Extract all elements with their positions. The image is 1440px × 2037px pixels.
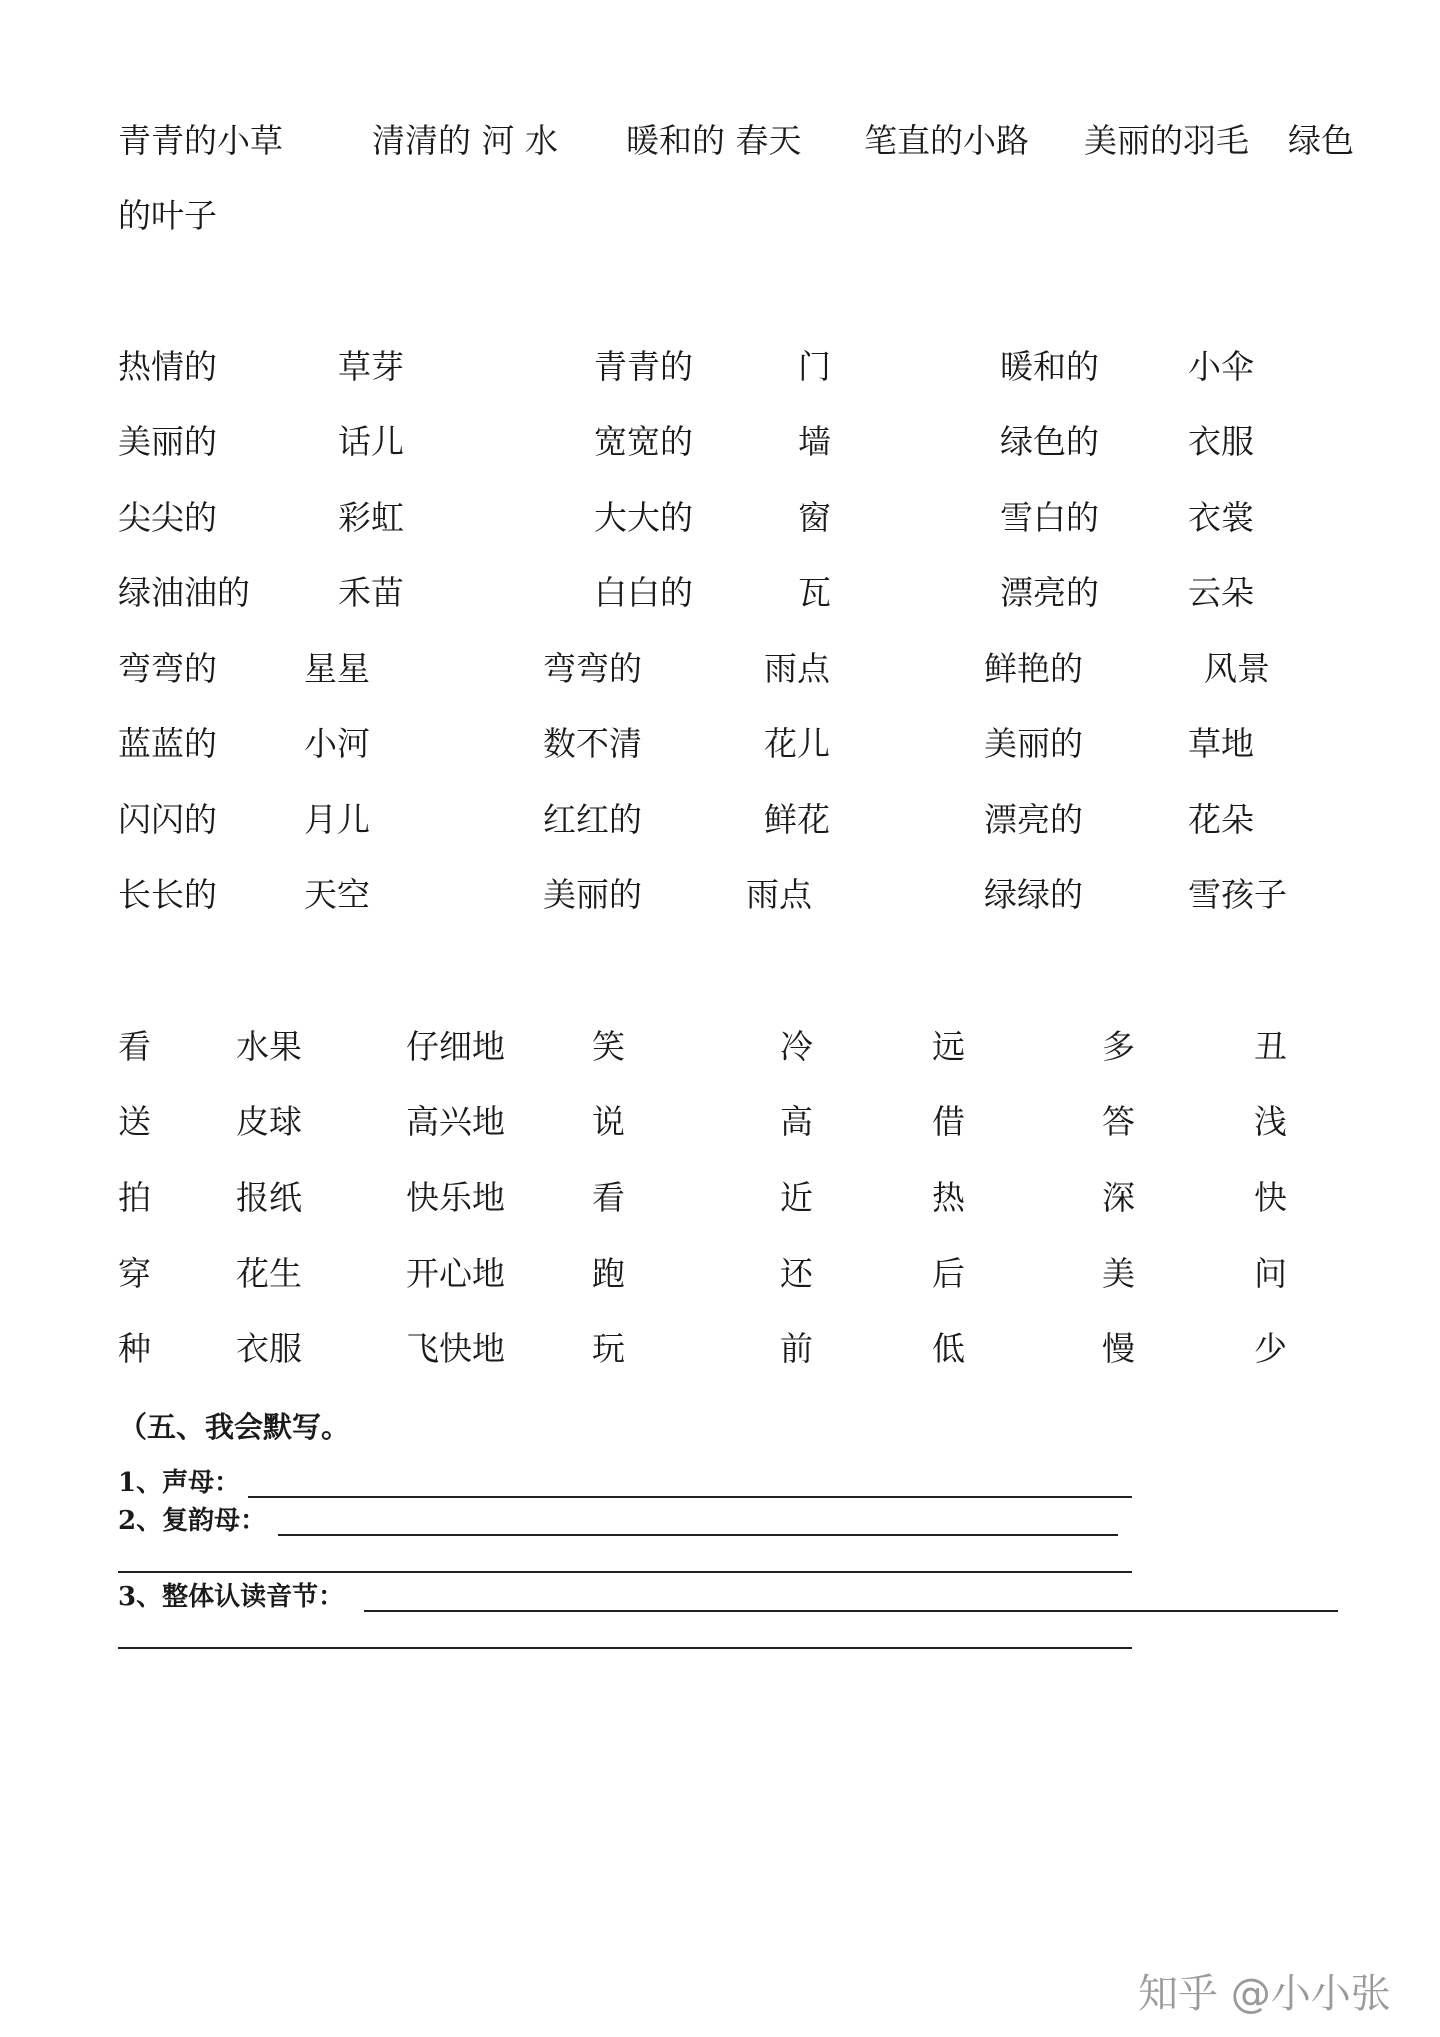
word: 鲜艳的: [984, 649, 1083, 688]
word: 种: [118, 1329, 151, 1368]
word: 花朵: [1188, 800, 1254, 839]
word: 青青的: [594, 347, 693, 386]
word: 跑: [592, 1254, 625, 1293]
word: 高兴地: [406, 1102, 505, 1141]
word: 拍: [118, 1178, 151, 1217]
word: 热: [932, 1178, 965, 1217]
word: 热情的: [118, 347, 217, 386]
word: 数不清: [543, 724, 642, 763]
word: 小河: [304, 724, 370, 763]
word: 皮球: [236, 1102, 302, 1141]
word: 草地: [1188, 724, 1254, 763]
word: 天空: [304, 875, 370, 914]
word: 美丽的: [984, 724, 1083, 763]
word: 快: [1254, 1178, 1287, 1217]
word: 答: [1102, 1102, 1135, 1141]
intro-phrase: 青青的小草: [118, 121, 283, 160]
word: 少: [1254, 1329, 1287, 1368]
item-label: 3、整体认读音节：: [118, 1582, 345, 1612]
word: 雪白的: [1000, 498, 1099, 537]
intro-phrase: 美丽的羽毛: [1084, 121, 1249, 160]
word: 彩虹: [338, 498, 404, 537]
word: 报纸: [236, 1178, 302, 1217]
word: 美: [1102, 1254, 1135, 1293]
word: 快乐地: [406, 1178, 505, 1217]
word: 问: [1254, 1254, 1287, 1293]
word: 长长的: [118, 875, 217, 914]
item-label: 1、声母：: [118, 1468, 241, 1498]
word: 前: [780, 1329, 813, 1368]
intro-phrase: 清清的 河 水: [372, 121, 558, 160]
word: 看: [592, 1178, 625, 1217]
word: 风景: [1204, 649, 1270, 688]
word: 门: [798, 347, 831, 386]
word: 美丽的: [118, 422, 217, 461]
word: 花生: [236, 1254, 302, 1293]
word: 送: [118, 1102, 151, 1141]
word: 水果: [236, 1027, 302, 1066]
intro-phrase: 的叶子: [118, 196, 217, 235]
word: 还: [780, 1254, 813, 1293]
word: 绿色的: [1000, 422, 1099, 461]
word: 云朵: [1188, 573, 1254, 612]
word: 雨点: [764, 649, 830, 688]
word: 高: [780, 1102, 813, 1141]
word: 星星: [304, 649, 370, 688]
word: 弯弯的: [543, 649, 642, 688]
word: 鲜花: [764, 800, 830, 839]
word: 墙: [798, 422, 831, 461]
word: 浅: [1254, 1102, 1287, 1141]
watermark: 知乎 @小小张: [1138, 1971, 1391, 2017]
word: 小伞: [1188, 347, 1254, 386]
word: 弯弯的: [118, 649, 217, 688]
word: 笑: [592, 1027, 625, 1066]
word: 玩: [592, 1329, 625, 1368]
word: 绿绿的: [984, 875, 1083, 914]
item-label: 2、复韵母：: [118, 1506, 267, 1536]
word: 后: [932, 1254, 965, 1293]
word: 说: [592, 1102, 625, 1141]
word: 穿: [118, 1254, 151, 1293]
word: 丑: [1254, 1027, 1287, 1066]
word: 月儿: [304, 800, 370, 839]
word: 飞快地: [406, 1329, 505, 1368]
word: 衣服: [1188, 422, 1254, 461]
word: 宽宽的: [594, 422, 693, 461]
word: 瓦: [798, 573, 831, 612]
word: 近: [780, 1178, 813, 1217]
word: 雪孩子: [1188, 875, 1287, 914]
word: 慢: [1102, 1329, 1135, 1368]
answer-line[interactable]: [118, 1647, 1132, 1649]
word: 冷: [780, 1027, 813, 1066]
word: 衣裳: [1188, 498, 1254, 537]
answer-line[interactable]: [248, 1496, 1132, 1498]
word: 漂亮的: [1000, 573, 1099, 612]
word: 花儿: [764, 724, 830, 763]
word: 草芽: [338, 347, 404, 386]
answer-line[interactable]: [364, 1610, 1338, 1612]
answer-line[interactable]: [278, 1534, 1118, 1536]
word: 多: [1102, 1027, 1135, 1066]
word: 漂亮的: [984, 800, 1083, 839]
word: 闪闪的: [118, 800, 217, 839]
section-title: （五、我会默写。: [118, 1410, 351, 1444]
word: 蓝蓝的: [118, 724, 217, 763]
word: 尖尖的: [118, 498, 217, 537]
word: 仔细地: [406, 1027, 505, 1066]
word: 远: [932, 1027, 965, 1066]
word: 开心地: [406, 1254, 505, 1293]
word: 雨点: [746, 875, 812, 914]
word: 窗: [798, 498, 831, 537]
intro-phrase: 绿色: [1288, 121, 1354, 160]
intro-phrase: 笔直的小路: [864, 121, 1029, 160]
word: 绿油油的: [118, 573, 250, 612]
word: 大大的: [594, 498, 693, 537]
word: 深: [1102, 1178, 1135, 1217]
word: 白白的: [594, 573, 693, 612]
word: 话儿: [338, 422, 404, 461]
word: 红红的: [543, 800, 642, 839]
word: 看: [118, 1027, 151, 1066]
word: 低: [932, 1329, 965, 1368]
word: 借: [932, 1102, 965, 1141]
word: 美丽的: [543, 875, 642, 914]
answer-line[interactable]: [118, 1571, 1132, 1573]
word: 禾苗: [338, 573, 404, 612]
word: 暖和的: [1000, 347, 1099, 386]
intro-phrase: 暖和的 春天: [626, 121, 802, 160]
word: 衣服: [236, 1329, 302, 1368]
